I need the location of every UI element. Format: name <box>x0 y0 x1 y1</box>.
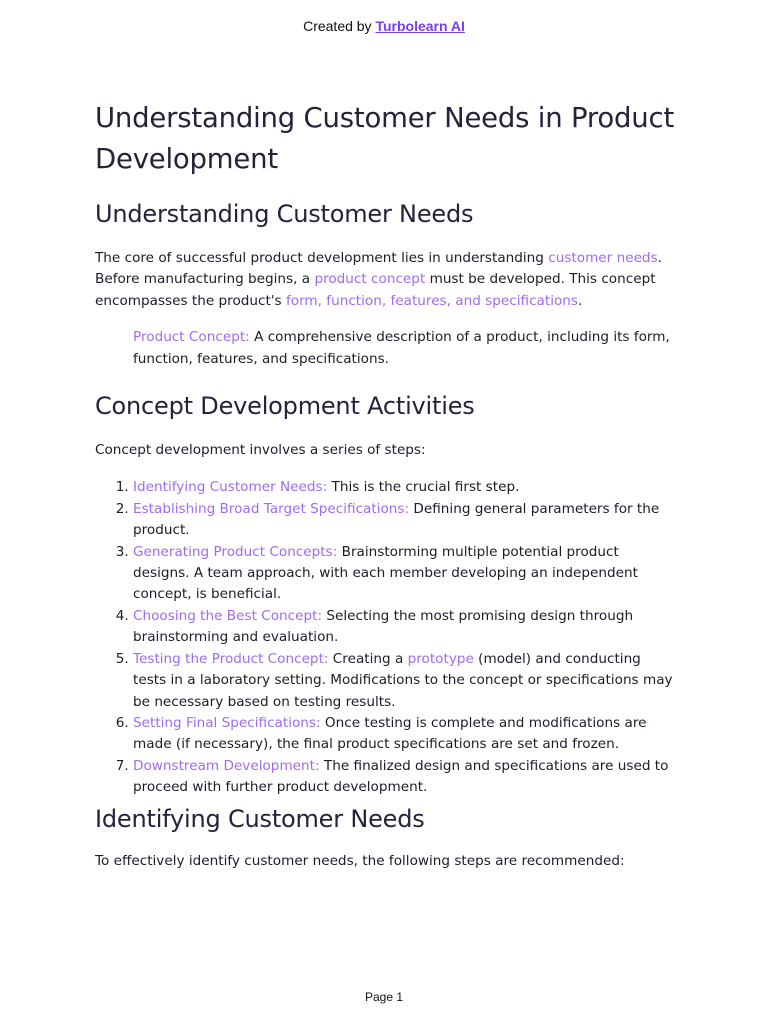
step-term: Setting Final Specifications: <box>133 714 321 731</box>
intro-text-1: The core of successful product development lies in understanding <box>95 250 549 266</box>
document-title: Understanding Customer Needs in Product Development <box>95 102 675 175</box>
document-body <box>95 98 675 872</box>
list-item <box>133 713 675 756</box>
step-term: Establishing Broad Target Specifications: <box>133 500 410 517</box>
list-item <box>133 649 675 713</box>
list-item <box>133 756 675 799</box>
page-number: Page 1 <box>364 990 404 1004</box>
section-heading-concept-development: Concept Development Activities <box>95 392 475 421</box>
intro-text-2: . Before manufacturing begins, a <box>95 250 662 288</box>
highlight-product-concept: product concept <box>314 271 426 288</box>
list-item <box>133 542 675 606</box>
step-term: Downstream Development: <box>133 757 320 774</box>
highlight-form-function: form, function, features, and specifications <box>285 292 578 309</box>
callout-definition: A comprehensive description of a product, including its form, function, features, and specifications. <box>133 329 670 367</box>
created-by-label: Created by <box>303 18 372 34</box>
list-item <box>133 606 675 649</box>
step-term: Choosing the Best Concept: <box>133 607 323 624</box>
step-text: Creating a <box>328 650 408 667</box>
section-heading-identifying: Identifying Customer Needs <box>95 804 425 833</box>
intro-text-3: must be developed. This concept encompasses the product's <box>95 271 656 309</box>
definition-callout <box>133 327 675 370</box>
step-text: Once testing is complete and modifications are made (if necessary), the final product specifications are set and frozen. <box>133 714 647 753</box>
step-text: Selecting the most promising design through brainstorming and evaluation. <box>133 607 634 646</box>
step-text: Brainstorming multiple potential product designs. A team approach, with each member developing an independent concept, is beneficial. <box>133 543 638 603</box>
intro-paragraph <box>95 248 675 312</box>
callout-term: Product Concept: <box>133 329 250 346</box>
step-term: Testing the Product Concept: <box>133 650 329 667</box>
step-term: Identifying Customer Needs: <box>133 479 328 496</box>
step-text: Defining general parameters for the product. <box>133 500 660 539</box>
intro-text-4: . <box>578 292 583 309</box>
step-term: Generating Product Concepts: <box>133 543 338 560</box>
steps-list <box>95 477 675 798</box>
turbolearn-link[interactable]: Turbolearn AI <box>375 18 465 34</box>
list-item <box>133 499 675 542</box>
step-text: (model) and conducting tests in a laboratory setting. Modifications to the concept or specifications may be necessary based on testing results. <box>133 650 673 710</box>
page-header <box>0 18 768 34</box>
step-text: The finalized design and specifications are used to proceed with further product development. <box>133 757 669 796</box>
highlight-customer-needs: customer needs <box>548 250 658 266</box>
identifying-intro: To effectively identify customer needs, the following steps are recommended: <box>95 852 625 869</box>
step-text: This is the crucial first step. <box>327 479 520 496</box>
highlight-prototype: prototype <box>407 650 474 667</box>
list-item <box>133 477 675 498</box>
steps-intro: Concept development involves a series of steps: <box>95 442 426 459</box>
section-heading-understanding: Understanding Customer Needs <box>95 200 474 228</box>
